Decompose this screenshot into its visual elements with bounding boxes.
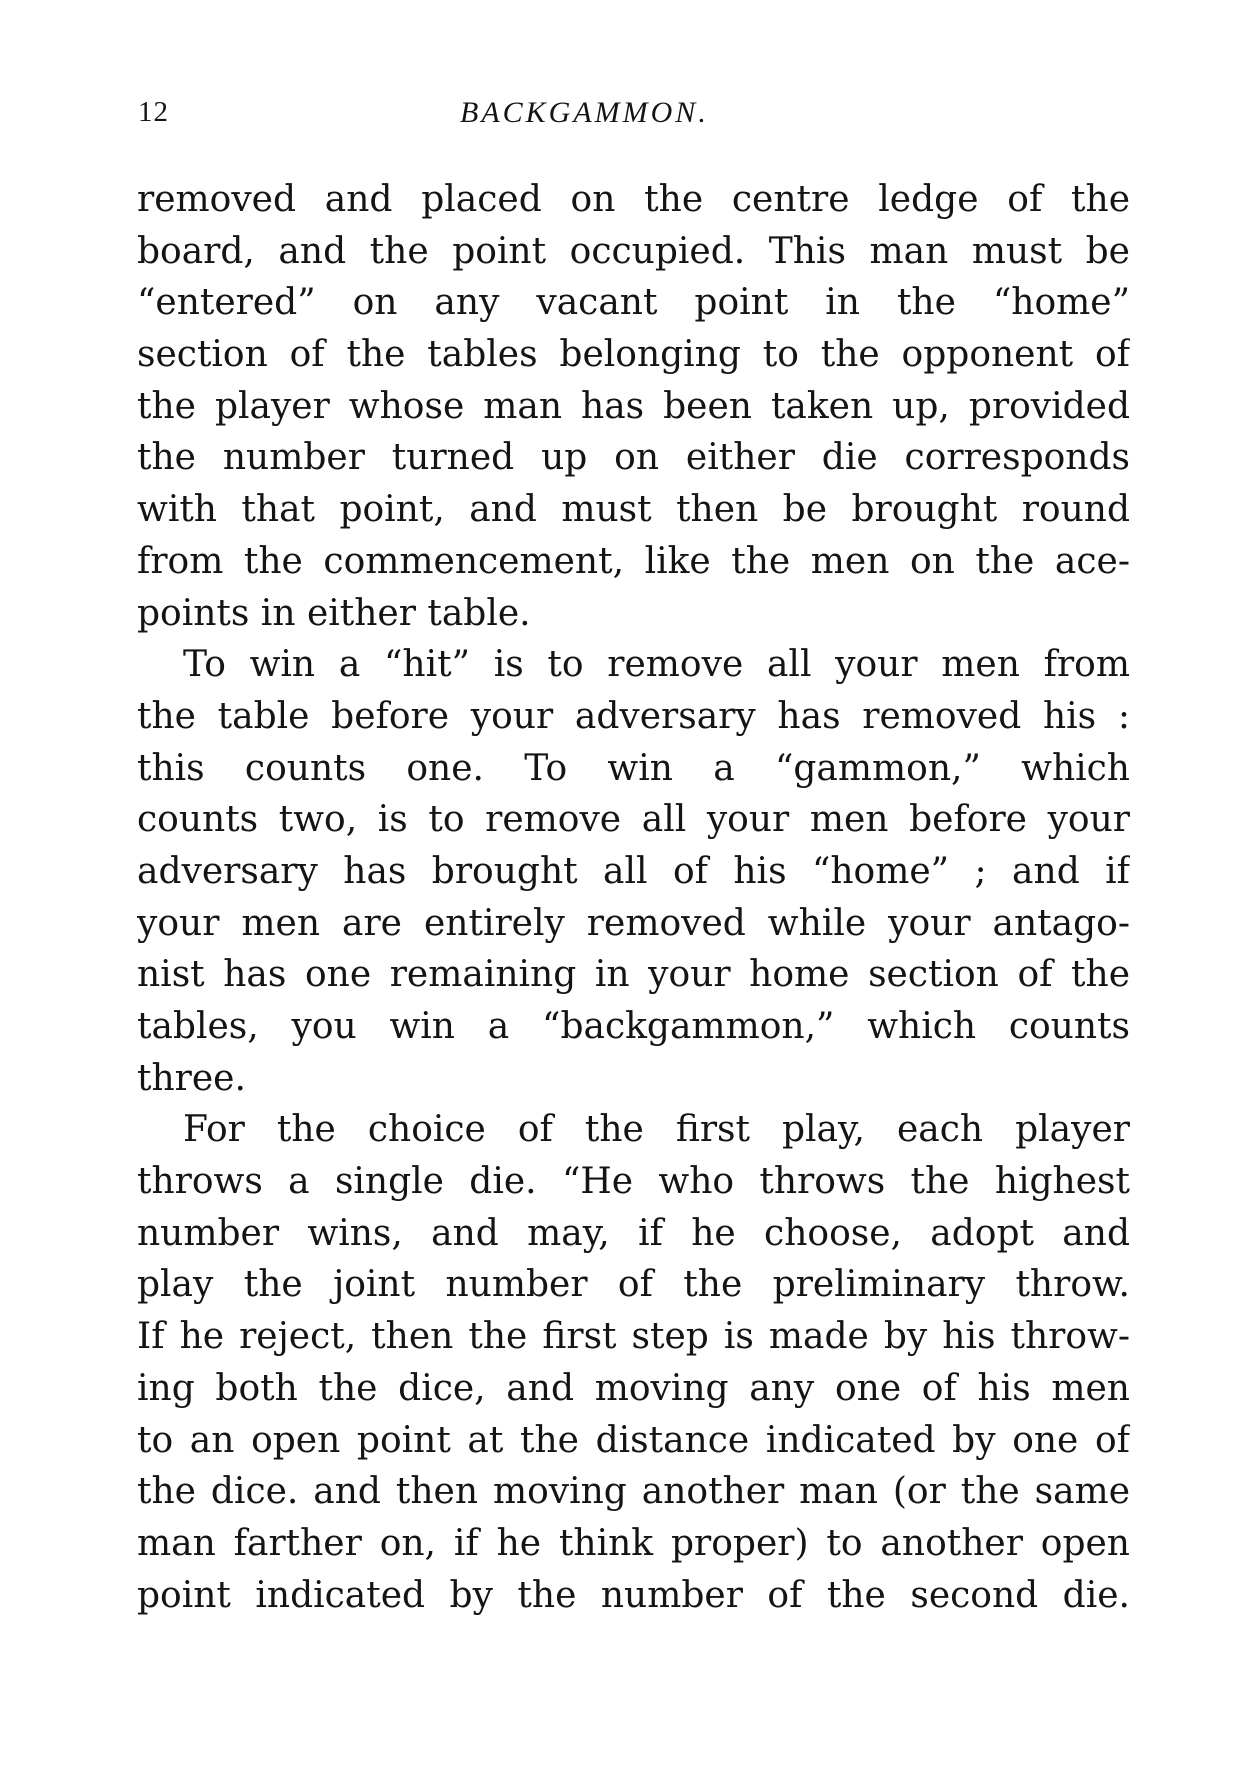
text-line: nist has one remaining in your home section of the bbox=[137, 954, 1130, 996]
text-line: the dice. and then moving another man (or the same bbox=[137, 1471, 1130, 1513]
body-text bbox=[137, 174, 1130, 1621]
paragraph-1 bbox=[137, 174, 1130, 639]
text-line: throws a single die. “He who throws the highest bbox=[137, 1161, 1130, 1203]
text-line: For the choice of the first play, each player bbox=[183, 1109, 1130, 1151]
text-line: play the joint number of the preliminary throw. bbox=[137, 1264, 1130, 1306]
text-line: point indicated by the number of the second die. bbox=[137, 1574, 1130, 1616]
page-number: 12 bbox=[138, 96, 169, 128]
text-line: adversary has brought all of his “home” ; and if bbox=[137, 850, 1130, 892]
text-line: removed and placed on the centre ledge of the bbox=[137, 179, 1130, 220]
text-line: points in either table. bbox=[137, 592, 531, 634]
running-title: BACKGAMMON. bbox=[460, 96, 709, 129]
text-line: number wins, and may, if he choose, adopt and bbox=[137, 1212, 1130, 1254]
text-line: the player whose man has been taken up, provided bbox=[137, 385, 1130, 427]
text-line: section of the tables belonging to the opponent of bbox=[137, 334, 1130, 376]
text-line: To win a “hit” is to remove all your men from bbox=[183, 644, 1130, 686]
text-line: three. bbox=[137, 1057, 246, 1099]
text-line: from the commencement, like the men on the ace- bbox=[137, 540, 1130, 582]
text-line: man farther on, if he think proper) to another open bbox=[137, 1522, 1130, 1564]
text-line: with that point, and must then be brought round bbox=[137, 489, 1130, 531]
paragraph-3 bbox=[137, 1104, 1130, 1621]
text-line: board, and the point occupied. This man must be bbox=[137, 230, 1130, 272]
text-line: the table before your adversary has removed his : bbox=[137, 695, 1130, 737]
text-line: counts two, is to remove all your men before your bbox=[137, 799, 1130, 841]
paragraph-2 bbox=[137, 639, 1130, 1104]
text-line: tables, you win a “backgammon,” which counts bbox=[137, 1006, 1130, 1047]
text-line: the number turned up on either die corresponds bbox=[137, 437, 1130, 479]
text-line: ing both the dice, and moving any one of his men bbox=[137, 1367, 1130, 1409]
text-line: your men are entirely removed while your antago- bbox=[137, 902, 1130, 944]
running-head bbox=[138, 96, 1128, 142]
text-line: If he reject, then the first step is made by his throw- bbox=[137, 1316, 1130, 1358]
text-line: this counts one. To win a “gammon,” which bbox=[137, 747, 1130, 789]
text-line: “entered” on any vacant point in the “home” bbox=[137, 282, 1130, 324]
text-line: to an open point at the distance indicated by one of bbox=[137, 1419, 1130, 1461]
